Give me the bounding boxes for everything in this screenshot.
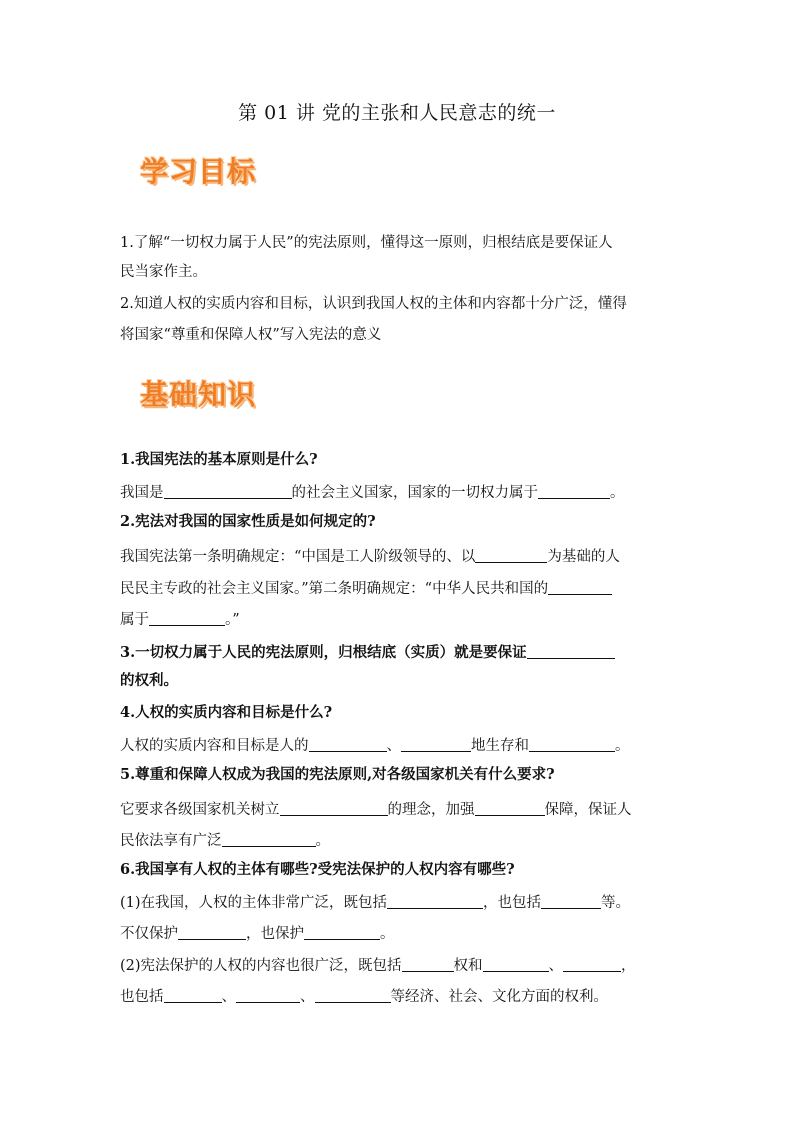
fill-blank[interactable] xyxy=(401,737,471,752)
fill-blank[interactable] xyxy=(280,801,388,816)
answer-5-line-1: 它要求各级国家机关树立 的理念，加强 保障，保证人 xyxy=(120,802,632,818)
answer-4: 人权的实质内容和目标是人的 、 地生存和 。 xyxy=(120,738,630,754)
fill-blank[interactable] xyxy=(178,925,246,940)
fill-blank[interactable] xyxy=(541,894,601,909)
goal-2-line-2: 将国家“尊重和保障人权”写入宪法的意义 xyxy=(120,327,382,343)
goal-1-line-1: 1.了解“一切权力属于人民”的宪法原则，懂得这一原则，归根结底是要保证人 xyxy=(120,235,613,251)
question-3-line-2: 的权利。 xyxy=(120,672,178,689)
answer-6-line-1: (1)在我国，人权的主体非常广泛，既包括 ，也包括 等。 xyxy=(120,895,631,911)
question-5: 5.尊重和保障人权成为我国的宪法原则,对各级国家机关有什么要求? xyxy=(120,766,555,783)
page-title: 第 01 讲 党的主张和人民意志的统一 xyxy=(238,102,556,124)
fill-blank[interactable] xyxy=(475,801,545,816)
answer-2-line-1: 我国宪法第一条明确规定：“中国是工人阶级领导的、以 为基础的人 xyxy=(120,549,620,565)
fill-blank[interactable] xyxy=(563,957,621,972)
answer-2-line-3: 属于 。” xyxy=(120,612,240,628)
answer-2-line-2: 民民主专政的社会主义国家。”第二条明确规定：“中华人民共和国的 xyxy=(120,580,612,597)
answer-6-line-2: 不仅保护 ，也保护 。 xyxy=(120,926,395,942)
fill-blank[interactable] xyxy=(529,737,615,752)
question-2: 2.宪法对我国的国家性质是如何规定的? xyxy=(120,513,376,530)
fill-blank[interactable] xyxy=(387,894,483,909)
question-3-line-1: 3.一切权力属于人民的宪法原则，归根结底（实质）就是要保证 xyxy=(120,644,615,661)
fill-blank[interactable] xyxy=(164,484,292,499)
fill-blank[interactable] xyxy=(309,737,387,752)
fill-blank[interactable] xyxy=(304,925,380,940)
answer-6-line-3: (2)宪法保护的人权的内容也很广泛，既包括 权和 、 ， xyxy=(120,958,636,974)
section-heading-basics: 基础知识 xyxy=(140,378,257,411)
fill-blank[interactable] xyxy=(548,580,612,595)
question-6: 6.我国享有人权的主体有哪些?受宪法保护的人权内容有哪些? xyxy=(120,861,515,878)
fill-blank[interactable] xyxy=(527,644,615,659)
answer-5-line-2: 民依法享有广泛 。 xyxy=(120,833,330,849)
fill-blank[interactable] xyxy=(475,548,547,563)
fill-blank[interactable] xyxy=(236,988,300,1003)
fill-blank[interactable] xyxy=(538,484,610,499)
fill-blank[interactable] xyxy=(222,832,316,847)
goal-2-line-1: 2.知道人权的实质内容和目标，认识到我国人权的主体和内容都十分广泛，懂得 xyxy=(120,296,627,312)
fill-blank[interactable] xyxy=(315,988,391,1003)
goal-1-line-2: 民当家作主。 xyxy=(120,264,207,280)
answer-6-line-4: 也包括 、 、 等经济、社会、文化方面的权利。 xyxy=(120,989,608,1005)
fill-blank[interactable] xyxy=(483,957,549,972)
fill-blank[interactable] xyxy=(164,988,222,1003)
question-4: 4.人权的实质内容和目标是什么? xyxy=(120,704,333,721)
fill-blank[interactable] xyxy=(149,611,225,626)
answer-1: 我国是 的社会主义国家，国家的一切权力属于 。 xyxy=(120,485,625,501)
section-heading-goals: 学习目标 xyxy=(140,155,257,188)
fill-blank[interactable] xyxy=(402,957,454,972)
question-1: 1.我国宪法的基本原则是什么? xyxy=(120,451,318,468)
